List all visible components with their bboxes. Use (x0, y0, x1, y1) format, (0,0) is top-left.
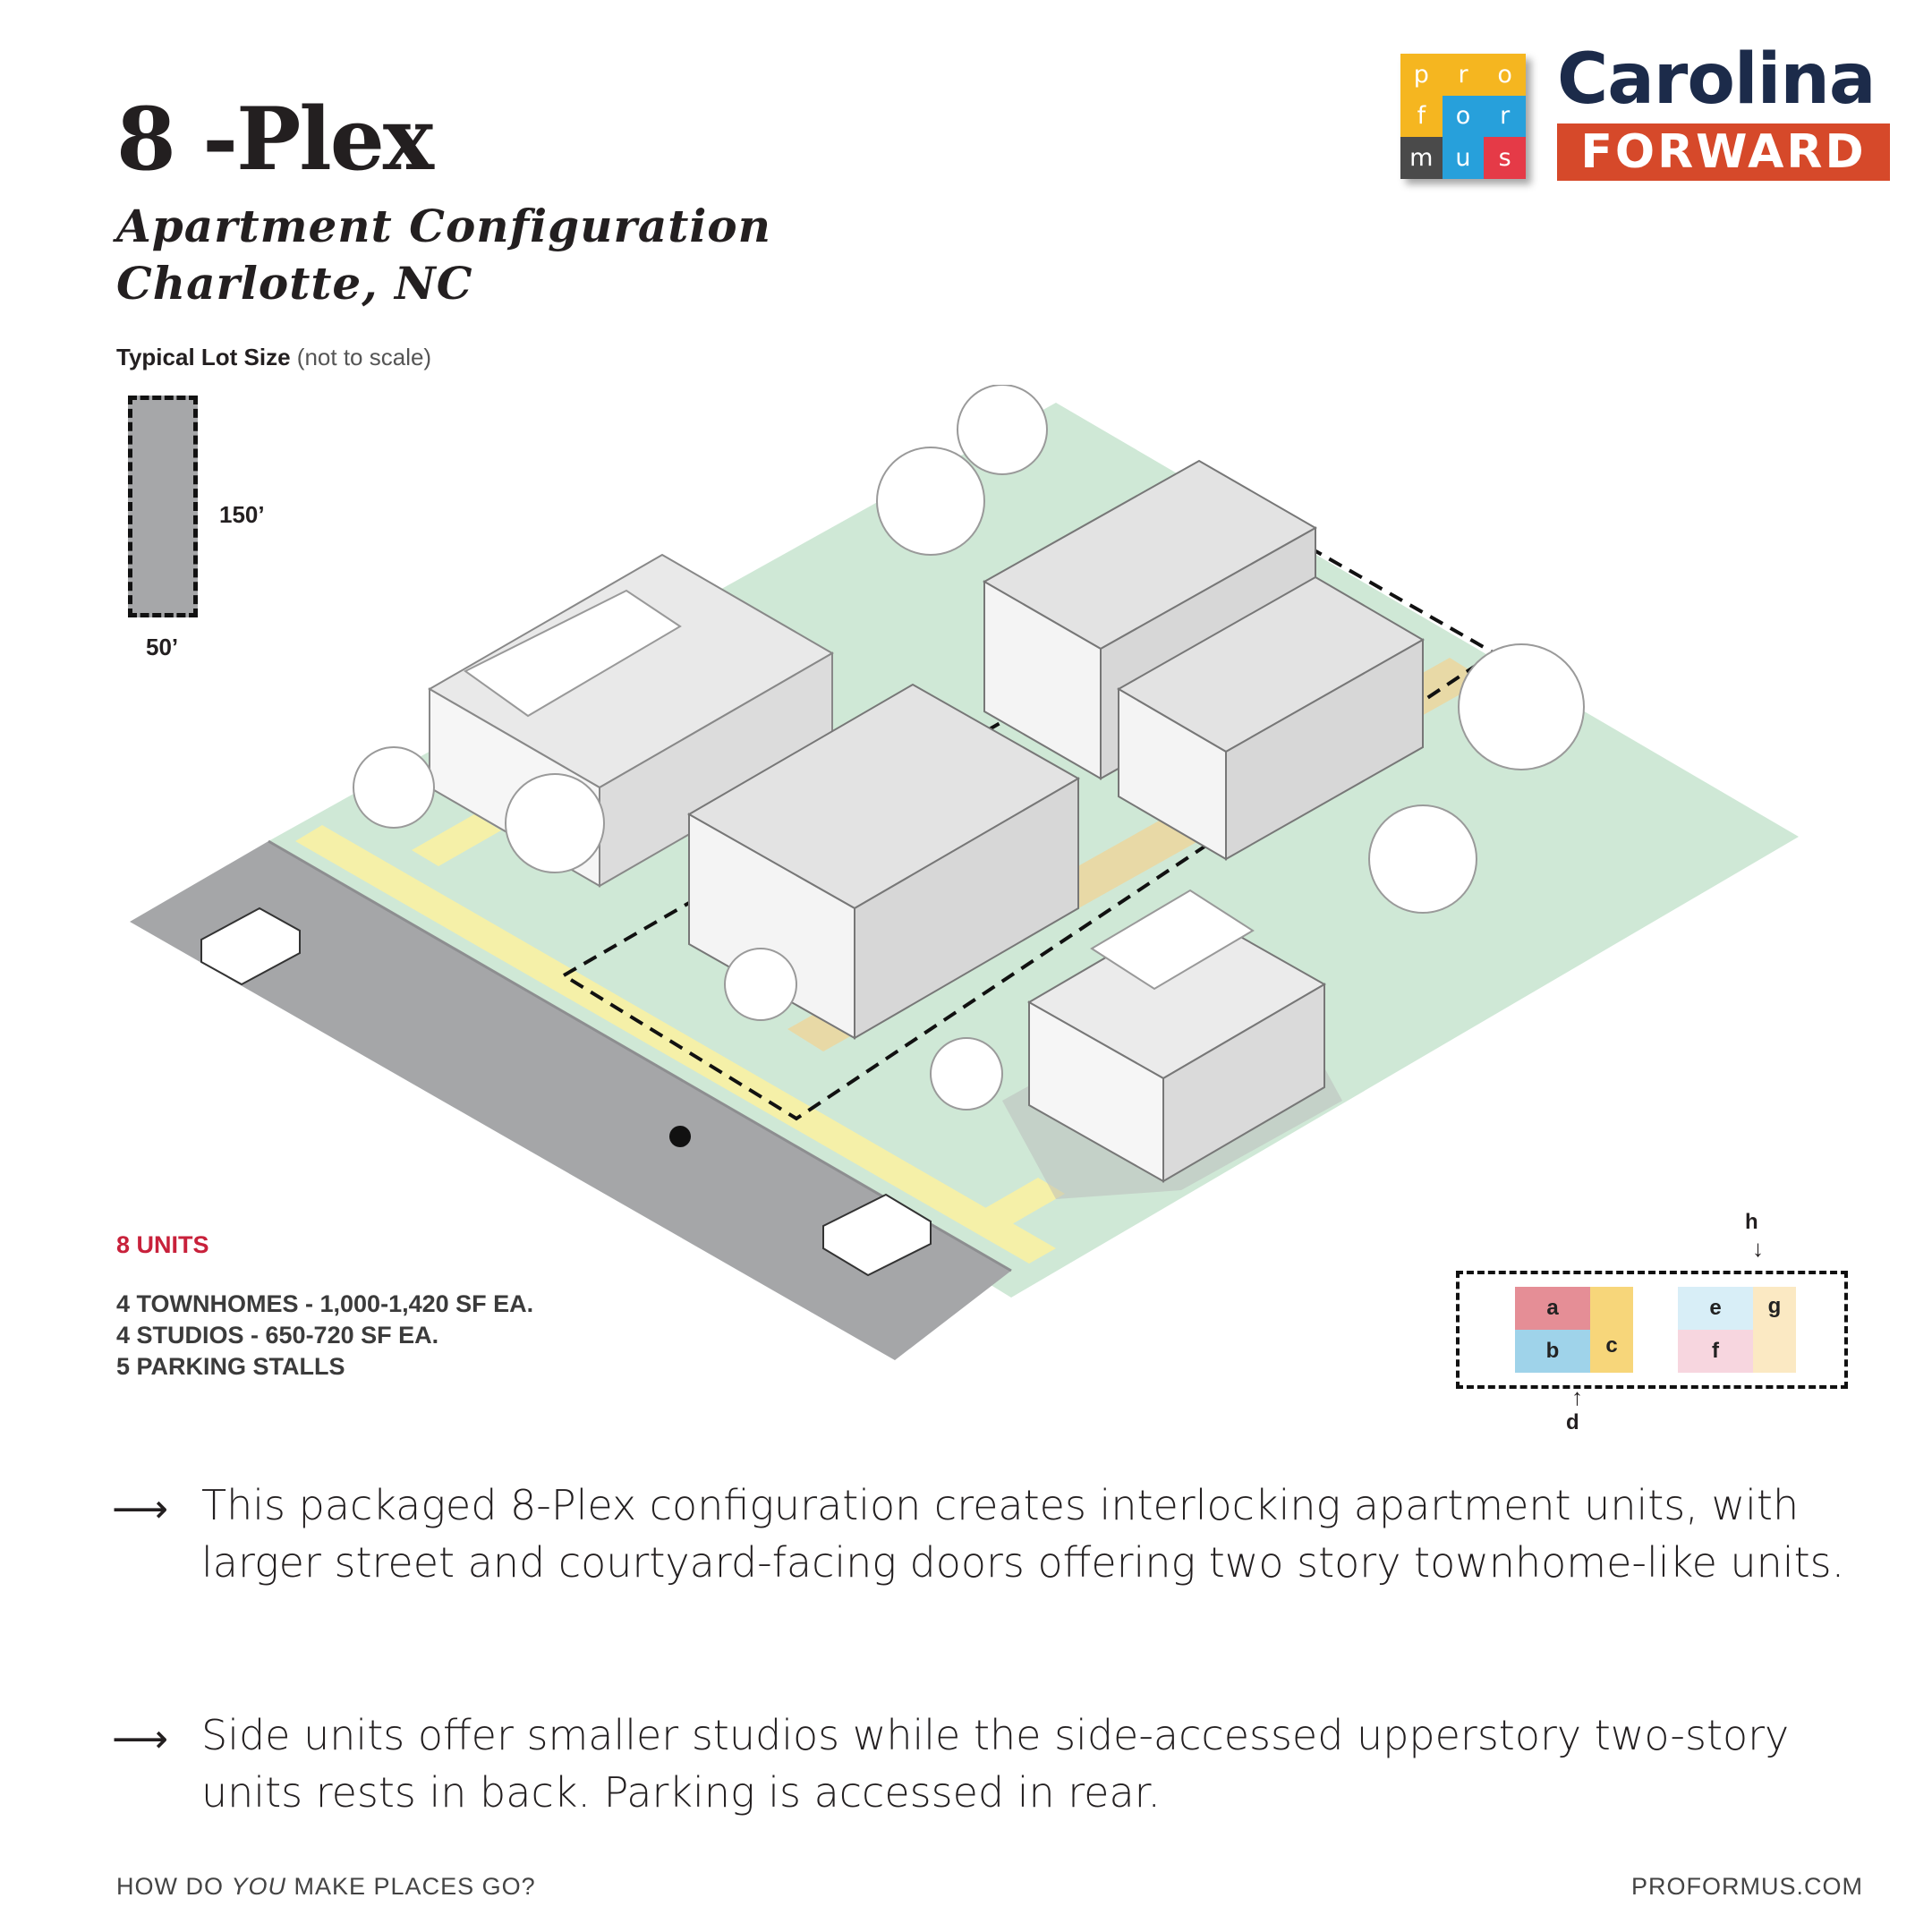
unit-key-e: e (1678, 1287, 1753, 1330)
description-paragraph-1: This packaged 8-Plex configuration creates interlocking apartment units, with larger street and courtyard-facing doors offering two story townhome-like units. (201, 1481, 1845, 1587)
proformus-logo-cell: r (1443, 54, 1485, 96)
lot-size-label (116, 345, 431, 369)
proformus-logo-cell: m (1400, 137, 1443, 179)
lot-width-dimension: 50’ (146, 634, 179, 660)
unit-key-c: c (1590, 1287, 1633, 1373)
lot-depth-dimension: 150’ (219, 501, 265, 528)
proformus-logo-cell: s (1484, 137, 1526, 179)
unit-key-marker-h: h (1745, 1210, 1758, 1234)
proformus-logo-cell: u (1443, 137, 1485, 179)
proformus-logo (1400, 54, 1526, 179)
unit-key-g: g (1753, 1287, 1796, 1373)
proformus-logo-cell: f (1400, 96, 1443, 138)
description-paragraph-2: Side units offer smaller studios while the side-accessed upperstory two-story units rests in back. Parking is accessed in rear. (201, 1711, 1790, 1817)
units-studios: 4 STUDIOS - 650-720 SF EA. (116, 1322, 439, 1349)
units-heading: 8 UNITS (116, 1231, 209, 1258)
subtitle-location: Charlotte, NC (116, 257, 473, 310)
bullet-arrow-icon: ⟶ (112, 1486, 169, 1532)
footer-tagline (116, 1875, 536, 1899)
lot-size-note: (not to scale) (296, 344, 432, 370)
isometric-site-illustration (125, 385, 1826, 1396)
footer-tagline-em: YOU (231, 1873, 287, 1900)
carolina-forward-logo-text: Carolina (1557, 39, 1876, 120)
arrow-up-icon: ↑ (1571, 1383, 1583, 1410)
units-parking: 5 PARKING STALLS (116, 1353, 345, 1380)
unit-key-diagram (1456, 1271, 1848, 1389)
proformus-logo-cell: o (1443, 96, 1485, 138)
subtitle-configuration: Apartment Configuration (116, 200, 772, 252)
proformus-logo-cell: p (1400, 54, 1443, 96)
page-title: 8 -Plex (116, 89, 433, 190)
unit-key-f: f (1678, 1330, 1753, 1373)
lot-size-label-bold: Typical Lot Size (116, 344, 291, 370)
unit-key-marker-d: d (1566, 1410, 1579, 1434)
units-townhomes: 4 TOWNHOMES - 1,000-1,420 SF EA. (116, 1290, 534, 1317)
footer-website-link[interactable]: PROFORMUS.COM (1631, 1873, 1863, 1900)
proformus-logo-cell: r (1484, 96, 1526, 138)
unit-key-b: b (1515, 1330, 1590, 1373)
bullet-arrow-icon: ⟶ (112, 1716, 169, 1762)
cyclist (669, 1126, 691, 1147)
footer-tagline-post: MAKE PLACES GO? (286, 1873, 536, 1900)
arrow-down-icon: ↓ (1752, 1235, 1764, 1262)
carolina-forward-logo-banner: FORWARD (1557, 123, 1890, 181)
proformus-logo-cell: o (1484, 54, 1526, 96)
footer-tagline-pre: HOW DO (116, 1873, 232, 1900)
unit-key-a: a (1515, 1287, 1590, 1330)
